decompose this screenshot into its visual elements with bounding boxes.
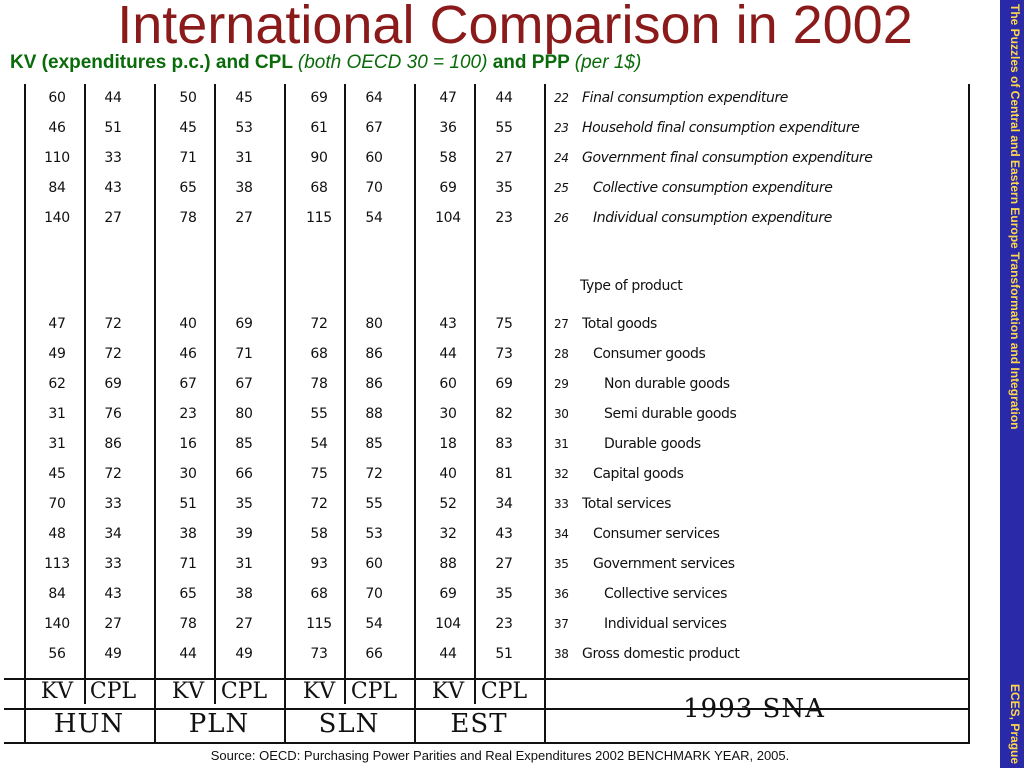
table-cell: 60 xyxy=(48,90,66,106)
table-cell: 115 xyxy=(306,210,332,226)
table-cell: 44 xyxy=(495,90,513,106)
table-cell: 69 xyxy=(439,586,457,602)
table-cell: 69 xyxy=(495,376,513,392)
table-cell: 27 xyxy=(104,210,122,226)
table-cell: 54 xyxy=(365,616,383,632)
table-cell: 38 xyxy=(235,586,253,602)
row-label xyxy=(554,150,873,166)
subtitle-part3: and PPP xyxy=(492,52,570,73)
table-cell: 27 xyxy=(495,556,513,572)
table-cell: 80 xyxy=(235,406,253,422)
table-cell: 65 xyxy=(179,586,197,602)
table-cell: 45 xyxy=(235,90,253,106)
row-label xyxy=(554,616,726,632)
table-cell: 140 xyxy=(44,210,70,226)
row-label xyxy=(554,346,705,362)
table-cell: 33 xyxy=(104,556,122,572)
table-cell: 43 xyxy=(104,180,122,196)
table-cell: 56 xyxy=(48,646,66,662)
table-cell: 85 xyxy=(365,436,383,452)
table-cell: 113 xyxy=(44,556,70,572)
table-cell: 27 xyxy=(235,210,253,226)
table-cell: 86 xyxy=(104,436,122,452)
table-cell: 16 xyxy=(179,436,197,452)
table-cell: 93 xyxy=(310,556,328,572)
table-cell: 23 xyxy=(179,406,197,422)
table-cell: 44 xyxy=(439,646,457,662)
comparison-table xyxy=(24,84,970,744)
table-cell: 34 xyxy=(495,496,513,512)
row-label xyxy=(554,406,736,422)
slide-title: International Comparison in 2002 xyxy=(117,0,913,55)
row-label xyxy=(554,646,739,662)
table-cell: 75 xyxy=(310,466,328,482)
row-label xyxy=(554,496,671,512)
table-cell: 40 xyxy=(179,316,197,332)
row-label-text: Individual services xyxy=(604,616,727,632)
row-number: 29 xyxy=(554,377,569,391)
sidebar-right-text: ECES, Prague xyxy=(1008,683,1022,764)
table-cell: 60 xyxy=(365,150,383,166)
table-cell: 70 xyxy=(365,180,383,196)
row-label-text: Durable goods xyxy=(604,436,701,452)
table-vertical-rule xyxy=(284,84,286,744)
table-cell: 84 xyxy=(48,586,66,602)
row-number: 27 xyxy=(554,317,569,331)
table-cell: 88 xyxy=(365,406,383,422)
table-cell: 71 xyxy=(179,150,197,166)
table-cell: 43 xyxy=(439,316,457,332)
country-header: HUN xyxy=(53,709,125,739)
column-header: KV xyxy=(40,679,74,704)
row-label xyxy=(554,586,727,602)
table-cell: 65 xyxy=(179,180,197,196)
country-header: PLN xyxy=(188,709,250,739)
table-cell: 46 xyxy=(48,120,66,136)
row-label xyxy=(554,556,735,572)
table-cell: 44 xyxy=(104,90,122,106)
table-cell: 31 xyxy=(235,556,253,572)
table-cell: 23 xyxy=(495,210,513,226)
table-cell: 51 xyxy=(179,496,197,512)
table-cell: 43 xyxy=(104,586,122,602)
table-cell: 72 xyxy=(310,316,328,332)
column-header: KV xyxy=(302,679,336,704)
table-cell: 30 xyxy=(439,406,457,422)
table-cell: 48 xyxy=(48,526,66,542)
type-of-product-label: Type of product xyxy=(580,278,683,294)
table-cell: 46 xyxy=(179,346,197,362)
row-label xyxy=(554,436,701,452)
table-vertical-rule xyxy=(414,84,416,744)
table-cell: 55 xyxy=(365,496,383,512)
table-cell: 49 xyxy=(235,646,253,662)
table-vertical-rule xyxy=(84,84,86,704)
table-cell: 78 xyxy=(310,376,328,392)
table-cell: 47 xyxy=(439,90,457,106)
table-cell: 51 xyxy=(495,646,513,662)
table-cell: 71 xyxy=(235,346,253,362)
table-cell: 110 xyxy=(44,150,70,166)
table-cell: 73 xyxy=(495,346,513,362)
row-label xyxy=(554,120,859,136)
row-label-text: Government services xyxy=(593,556,735,572)
row-number: 24 xyxy=(554,151,569,165)
row-label-text: Semi durable goods xyxy=(604,406,737,422)
table-cell: 81 xyxy=(495,466,513,482)
row-number: 37 xyxy=(554,617,569,631)
table-cell: 83 xyxy=(495,436,513,452)
table-cell: 32 xyxy=(439,526,457,542)
table-cell: 50 xyxy=(179,90,197,106)
country-header: EST xyxy=(450,709,508,739)
row-number: 23 xyxy=(554,121,569,135)
table-cell: 140 xyxy=(44,616,70,632)
table-cell: 69 xyxy=(310,90,328,106)
table-cell: 104 xyxy=(435,210,461,226)
table-cell: 39 xyxy=(235,526,253,542)
table-cell: 78 xyxy=(179,210,197,226)
row-number: 38 xyxy=(554,647,569,661)
table-cell: 44 xyxy=(179,646,197,662)
table-cell: 40 xyxy=(439,466,457,482)
row-label-text: Household final consumption expenditure xyxy=(582,120,860,136)
table-cell: 82 xyxy=(495,406,513,422)
table-cell: 84 xyxy=(48,180,66,196)
table-cell: 68 xyxy=(310,346,328,362)
column-header: CPL xyxy=(350,679,398,704)
row-label xyxy=(554,180,832,196)
table-cell: 67 xyxy=(365,120,383,136)
row-label xyxy=(554,376,730,392)
table-cell: 23 xyxy=(495,616,513,632)
row-label-text: Collective services xyxy=(604,586,728,602)
table-cell: 60 xyxy=(365,556,383,572)
table-cell: 31 xyxy=(48,436,66,452)
table-cell: 38 xyxy=(235,180,253,196)
table-cell: 45 xyxy=(179,120,197,136)
table-cell: 61 xyxy=(310,120,328,136)
row-label xyxy=(554,316,657,332)
row-label xyxy=(554,210,832,226)
table-cell: 27 xyxy=(104,616,122,632)
source-note: Source: OECD: Purchasing Power Parities and Real Expenditures 2002 BENCHMARK YEAR, 2005. xyxy=(210,748,790,763)
subtitle xyxy=(10,52,1000,74)
table-cell: 18 xyxy=(439,436,457,452)
table-cell: 62 xyxy=(48,376,66,392)
table-cell: 58 xyxy=(439,150,457,166)
table-cell: 72 xyxy=(310,496,328,512)
table-cell: 49 xyxy=(104,646,122,662)
sidebar-band xyxy=(1000,0,1024,768)
table-cell: 47 xyxy=(48,316,66,332)
row-label-text: Total services xyxy=(582,496,671,512)
table-cell: 80 xyxy=(365,316,383,332)
table-cell: 54 xyxy=(365,210,383,226)
table-cell: 54 xyxy=(310,436,328,452)
table-cell: 55 xyxy=(310,406,328,422)
row-label-text: Collective consumption expenditure xyxy=(593,180,833,196)
system-label: 1993 SNA xyxy=(683,694,825,724)
row-label-text: Total goods xyxy=(582,316,657,332)
row-number: 34 xyxy=(554,527,569,541)
table-cell: 76 xyxy=(104,406,122,422)
table-cell: 70 xyxy=(48,496,66,512)
table-cell: 60 xyxy=(439,376,457,392)
column-header: CPL xyxy=(89,679,137,704)
row-number: 31 xyxy=(554,437,569,451)
row-label-text: Final consumption expenditure xyxy=(582,90,789,106)
table-cell: 86 xyxy=(365,376,383,392)
subtitle-part2: (both OECD 30 = 100) xyxy=(297,52,488,73)
table-cell: 55 xyxy=(495,120,513,136)
table-cell: 44 xyxy=(439,346,457,362)
table-cell: 71 xyxy=(179,556,197,572)
table-cell: 35 xyxy=(235,496,253,512)
table-cell: 51 xyxy=(104,120,122,136)
table-cell: 73 xyxy=(310,646,328,662)
table-cell: 115 xyxy=(306,616,332,632)
table-cell: 85 xyxy=(235,436,253,452)
table-vertical-rule xyxy=(154,84,156,744)
table-cell: 49 xyxy=(48,346,66,362)
table-cell: 36 xyxy=(439,120,457,136)
column-header: KV xyxy=(431,679,465,704)
table-horizontal-rule xyxy=(4,742,970,744)
table-cell: 72 xyxy=(104,466,122,482)
row-number: 36 xyxy=(554,587,569,601)
row-label-text: Consumer services xyxy=(593,526,720,542)
subtitle-part4: (per 1$) xyxy=(574,52,642,73)
column-header: CPL xyxy=(480,679,528,704)
table-cell: 31 xyxy=(48,406,66,422)
table-cell: 69 xyxy=(439,180,457,196)
row-number: 25 xyxy=(554,181,569,195)
table-cell: 104 xyxy=(435,616,461,632)
table-cell: 75 xyxy=(495,316,513,332)
table-cell: 86 xyxy=(365,346,383,362)
table-cell: 68 xyxy=(310,586,328,602)
row-number: 26 xyxy=(554,211,569,225)
table-cell: 30 xyxy=(179,466,197,482)
row-label-text: Consumer goods xyxy=(593,346,706,362)
row-label-text: Capital goods xyxy=(593,466,684,482)
table-vertical-rule xyxy=(968,84,970,744)
table-cell: 72 xyxy=(104,346,122,362)
table-cell: 58 xyxy=(310,526,328,542)
country-header: SLN xyxy=(318,709,380,739)
row-label-text: Individual consumption expenditure xyxy=(593,210,832,226)
table-cell: 90 xyxy=(310,150,328,166)
table-vertical-rule xyxy=(24,84,26,744)
column-header: KV xyxy=(171,679,205,704)
table-vertical-rule xyxy=(344,84,346,704)
row-label xyxy=(554,526,719,542)
table-vertical-rule xyxy=(214,84,216,704)
row-label-text: Gross domestic product xyxy=(582,646,740,662)
column-header: CPL xyxy=(220,679,268,704)
table-cell: 64 xyxy=(365,90,383,106)
table-cell: 66 xyxy=(365,646,383,662)
table-cell: 53 xyxy=(235,120,253,136)
row-number: 22 xyxy=(554,91,569,105)
table-cell: 78 xyxy=(179,616,197,632)
table-cell: 31 xyxy=(235,150,253,166)
table-cell: 45 xyxy=(48,466,66,482)
subtitle-part1: KV (expenditures p.c.) and CPL xyxy=(10,52,293,73)
table-cell: 33 xyxy=(104,150,122,166)
table-cell: 35 xyxy=(495,586,513,602)
table-cell: 33 xyxy=(104,496,122,512)
row-number: 28 xyxy=(554,347,569,361)
row-number: 33 xyxy=(554,497,569,511)
table-cell: 69 xyxy=(235,316,253,332)
table-cell: 38 xyxy=(179,526,197,542)
table-cell: 27 xyxy=(495,150,513,166)
table-cell: 27 xyxy=(235,616,253,632)
table-cell: 43 xyxy=(495,526,513,542)
table-cell: 72 xyxy=(104,316,122,332)
table-cell: 67 xyxy=(179,376,197,392)
sidebar-text xyxy=(1002,4,1022,764)
table-cell: 35 xyxy=(495,180,513,196)
table-vertical-rule xyxy=(474,84,476,704)
table-cell: 67 xyxy=(235,376,253,392)
table-vertical-rule xyxy=(544,84,546,744)
row-label-text: Non durable goods xyxy=(604,376,730,392)
table-cell: 66 xyxy=(235,466,253,482)
row-number: 32 xyxy=(554,467,569,481)
table-cell: 69 xyxy=(104,376,122,392)
row-label xyxy=(554,466,684,482)
table-cell: 53 xyxy=(365,526,383,542)
table-cell: 68 xyxy=(310,180,328,196)
sidebar-left-text: The Puzzles of Central and Eastern Europe Transformation and Integration xyxy=(1008,4,1022,430)
table-cell: 88 xyxy=(439,556,457,572)
row-number: 35 xyxy=(554,557,569,571)
table-cell: 52 xyxy=(439,496,457,512)
row-label-text: Government final consumption expenditure xyxy=(582,150,873,166)
table-cell: 34 xyxy=(104,526,122,542)
row-label xyxy=(554,90,788,106)
table-cell: 70 xyxy=(365,586,383,602)
row-number: 30 xyxy=(554,407,569,421)
table-cell: 72 xyxy=(365,466,383,482)
